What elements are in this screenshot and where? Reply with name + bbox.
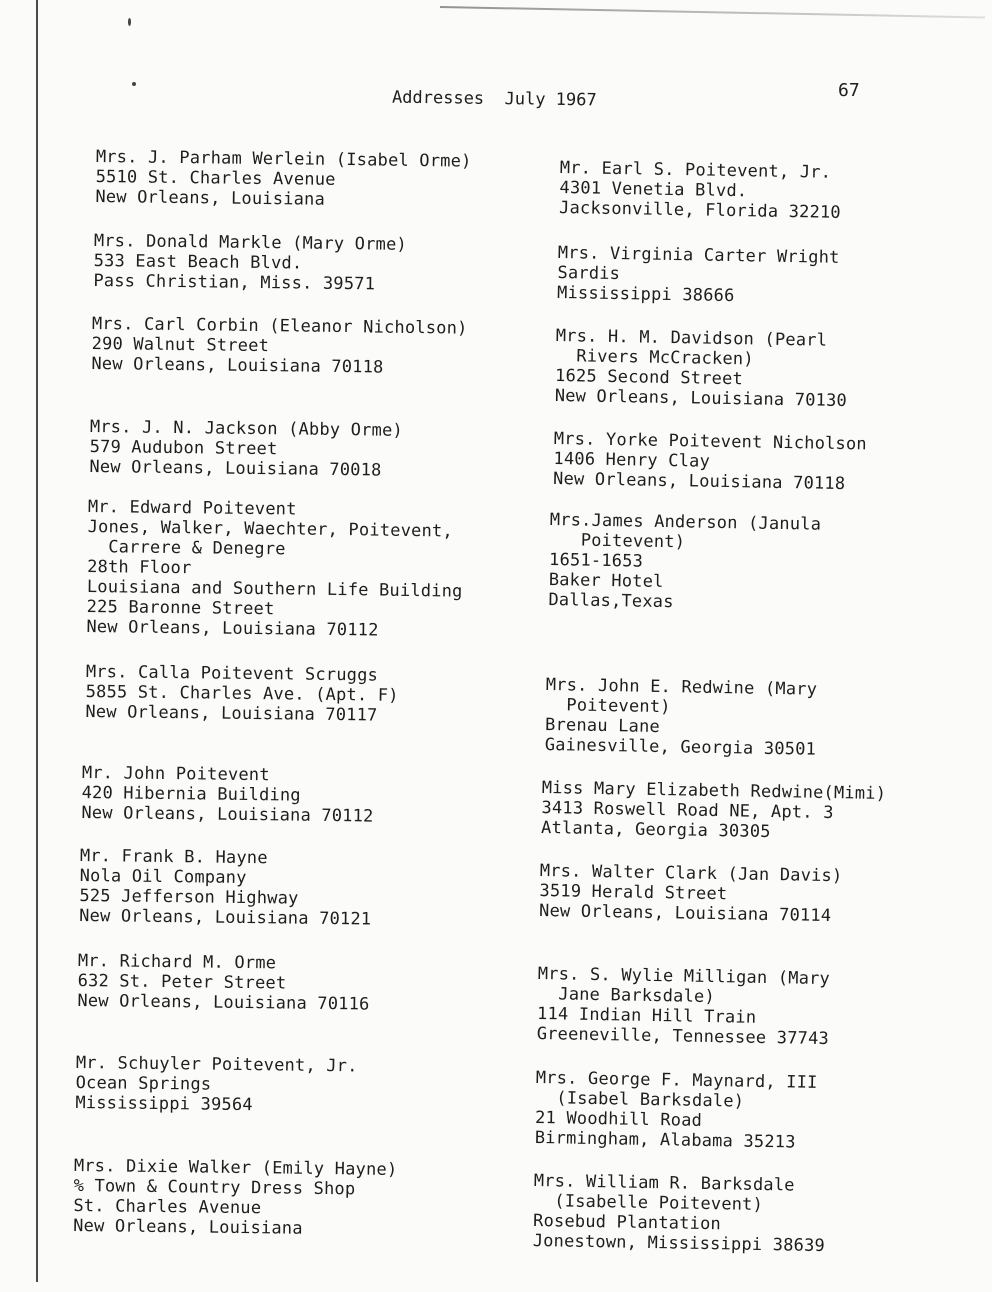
address-line: Mrs. Walter Clark (Jan Davis) (539, 861, 843, 887)
address-line: Mr. Earl S. Poitevent, Jr. (559, 158, 832, 183)
address-line: Miss Mary Elizabeth Redwine(Mimi) (541, 778, 887, 805)
scan-top-edge (440, 6, 985, 18)
address-line: Mississippi 38666 (556, 282, 735, 307)
address-line: 290 Walnut Street (91, 333, 270, 357)
address-line: Rivers McCracken) (555, 345, 754, 370)
address-entry (541, 778, 886, 844)
address-line: Nola Oil Company (79, 865, 247, 889)
address-line: Jane Barksdale) (537, 983, 716, 1008)
address-line: New Orleans, Louisiana 70112 (86, 616, 379, 641)
page-title: Addresses July 1967 (391, 87, 597, 111)
address-entry (548, 510, 821, 615)
address-line: Mrs. H. M. Davidson (Pearl (555, 326, 828, 351)
address-line: Greeneville, Tennessee 37743 (536, 1023, 830, 1050)
address-line: New Orleans, Louisiana 70117 (85, 701, 378, 726)
address-line: 1651-1653 (548, 549, 644, 572)
address-line: St. Charles Avenue (73, 1195, 262, 1219)
address-line: 28th Floor (87, 556, 192, 579)
address-line: Baker Hotel (548, 569, 664, 592)
address-line: (Isabel Barksdale) (535, 1087, 745, 1112)
address-entry (533, 1171, 827, 1256)
address-line: New Orleans, Louisiana 70112 (81, 802, 374, 827)
address-entry (559, 158, 842, 223)
address-line: Louisiana and Southern Life Building (86, 576, 463, 602)
address-line: Mr. Edward Poitevent (87, 497, 297, 520)
left-margin-rule (36, 0, 38, 1282)
address-entry (545, 675, 818, 760)
address-entry (73, 1156, 397, 1240)
address-line: Sardis (557, 262, 621, 285)
address-entry (79, 846, 372, 930)
address-line: Mississippi 39564 (75, 1092, 253, 1116)
address-line: 1406 Henry Clay (553, 448, 711, 472)
address-line: New Orleans, Louisiana 70130 (554, 385, 848, 412)
address-line: Jacksonville, Florida 32210 (558, 197, 842, 223)
address-line: Mrs. S. Wylie Milligan (Mary (537, 964, 831, 990)
address-line: Atlanta, Georgia 30305 (540, 817, 771, 842)
address-line: 533 East Beach Blvd. (93, 250, 303, 274)
address-entry (557, 243, 840, 308)
address-line: Mrs. J. Parham Werlein (Isabel Orme) (95, 147, 472, 172)
address-line: Mr. Richard M. Orme (77, 951, 277, 974)
address-line: New Orleans, Louisiana 70121 (79, 905, 372, 930)
address-line: Poitevent) (545, 694, 671, 718)
address-line: New Orleans, Louisiana 70118 (91, 353, 384, 378)
address-line: % Town & Country Dress Shop (73, 1175, 356, 1200)
address-line: 420 Hibernia Building (81, 782, 301, 806)
address-line: Mrs. Carl Corbin (Eleanor Nicholson) (91, 314, 468, 339)
address-line: New Orleans, Louisiana (73, 1215, 303, 1239)
address-entry (537, 964, 831, 1049)
address-entry (86, 497, 463, 642)
address-entry (81, 763, 374, 827)
address-line: (Isabelle Poitevent) (533, 1190, 764, 1216)
address-line: Mrs. Donald Markle (Mary Orme) (93, 231, 408, 255)
address-line: Birmingham, Alabama 35213 (534, 1127, 796, 1153)
address-line: 579 Audubon Street (89, 436, 278, 460)
address-line: Mr. Frank B. Hayne (79, 846, 268, 869)
address-line: Mrs. Dixie Walker (Emily Hayne) (73, 1156, 398, 1180)
address-line: 5855 St. Charles Ave. (Apt. F) (85, 681, 399, 706)
address-line: Mrs. Calla Poitevent Scruggs (85, 662, 379, 686)
address-entry (75, 1053, 357, 1116)
address-entry (535, 1068, 818, 1153)
address-line: 3519 Herald Street (539, 880, 728, 905)
address-line: 21 Woodhill Road (534, 1107, 703, 1131)
address-line: Pass Christian, Miss. 39571 (93, 270, 376, 295)
address-line: New Orleans, Louisiana (95, 186, 326, 210)
address-line: Mrs. John E. Redwine (Mary (545, 675, 818, 700)
address-line: Poitevent) (549, 529, 686, 553)
address-line: Mr. Schuyler Poitevent, Jr. (75, 1053, 358, 1077)
address-line: Mrs. Virginia Carter Wright (557, 243, 840, 268)
address-entry (91, 314, 467, 379)
address-line: 114 Indian Hill Train (536, 1003, 757, 1028)
address-line: Gainesville, Georgia 30501 (544, 734, 817, 760)
address-entry (89, 417, 403, 481)
address-line: Jonestown, Mississippi 38639 (532, 1230, 826, 1257)
address-line: New Orleans, Louisiana 70116 (77, 990, 370, 1015)
address-line: 3413 Roswell Road NE, Apt. 3 (541, 797, 834, 824)
address-line: Rosebud Plantation (532, 1210, 722, 1235)
address-entry (77, 951, 370, 1015)
address-line: New Orleans, Louisiana 70118 (552, 468, 846, 495)
address-entry (539, 861, 843, 926)
address-line: New Orleans, Louisiana 70018 (89, 456, 382, 481)
address-line: 1625 Second Street (554, 365, 744, 390)
address-line: 225 Baronne Street (86, 596, 275, 620)
address-line: Brenau Lane (544, 714, 661, 737)
page-number: 67 (838, 80, 860, 101)
address-line: Mr. John Poitevent (81, 763, 270, 786)
address-entry (93, 231, 407, 295)
address-line: 4301 Venetia Blvd. (559, 177, 748, 202)
address-line: 632 St. Peter Street (77, 970, 287, 994)
ink-speck (132, 82, 136, 86)
address-line: Mrs. Yorke Poitevent Nicholson (553, 429, 867, 455)
address-entry (95, 147, 471, 212)
address-line: Mrs. William R. Barksdale (533, 1171, 795, 1196)
ink-speck (128, 18, 131, 26)
address-entry (555, 326, 849, 411)
address-entry (553, 429, 867, 494)
address-line: 525 Jefferson Highway (79, 885, 299, 909)
address-line: Mrs.James Anderson (Janula (549, 510, 822, 535)
address-line: Ocean Springs (75, 1072, 212, 1095)
address-entry (85, 662, 399, 726)
address-line: New Orleans, Louisiana 70114 (538, 900, 832, 927)
address-line: Mrs. J. N. Jackson (Abby Orme) (89, 417, 404, 441)
address-line: Carrere & Denegre (87, 536, 286, 560)
address-line: Dallas,Texas (548, 589, 674, 613)
address-line: Jones, Walker, Waechter, Poitevent, (87, 516, 453, 542)
address-line: Mrs. George F. Maynard, III (535, 1068, 818, 1093)
address-line: 5510 St. Charles Avenue (95, 166, 336, 190)
